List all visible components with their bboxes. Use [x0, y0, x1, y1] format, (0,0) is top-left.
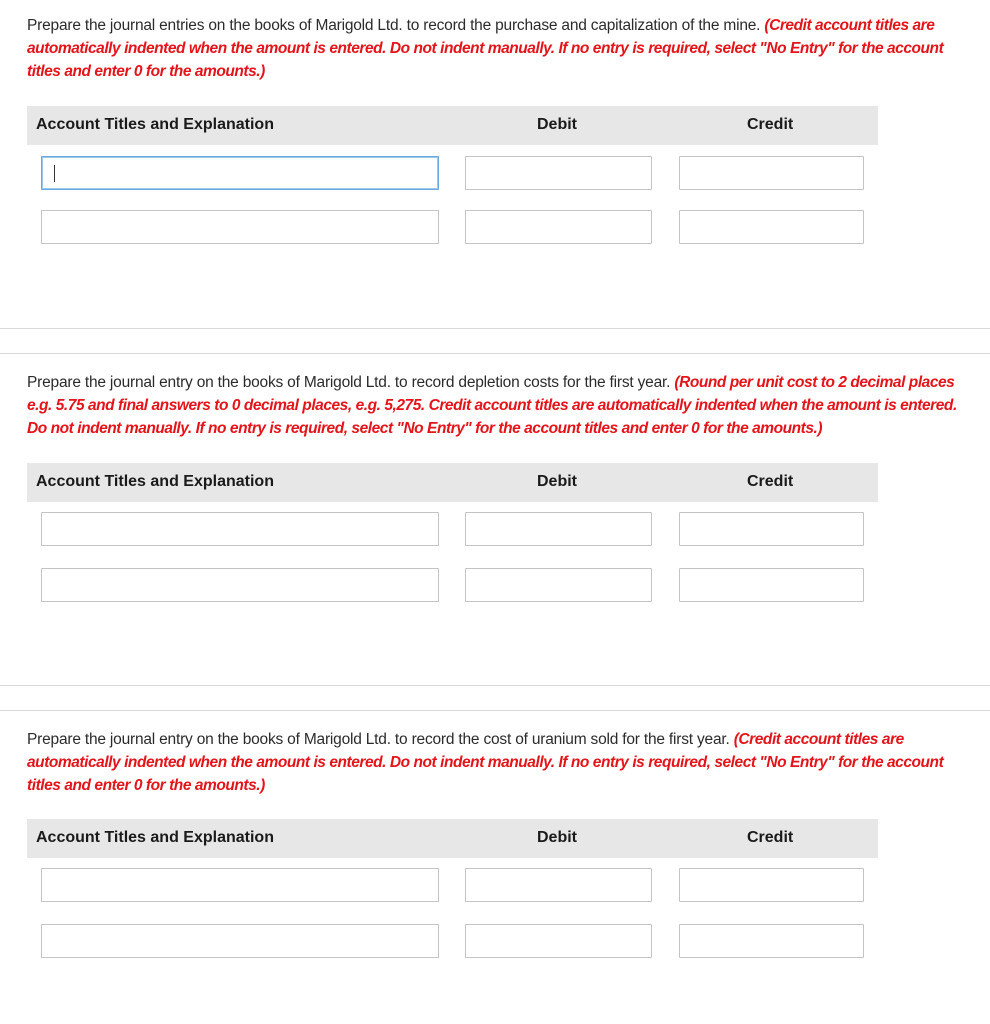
account-title-input[interactable] [41, 924, 439, 958]
company-name: Marigold Ltd. [303, 731, 391, 748]
header-account-titles: Account Titles and Explanation [36, 829, 274, 846]
instructions-text: (Credit account titles are automatically indented when the amount is entered. Do not indent manually. If no entry is required, select "No Entry" for the account titles and enter 0 for the amounts.) [27, 17, 944, 80]
table-header [27, 463, 878, 502]
header-account-titles: Account Titles and Explanation [36, 116, 274, 133]
account-title-input[interactable] [41, 568, 439, 602]
account-title-input[interactable] [41, 156, 439, 190]
instructions-text: (Credit account titles are automatically indented when the amount is entered. Do not indent manually. If no entry is required, select "No Entry" for the account titles and enter 0 for the amounts.) [27, 731, 944, 794]
credit-input[interactable] [679, 568, 864, 602]
section-divider [0, 353, 990, 354]
section-divider [0, 685, 990, 686]
credit-input[interactable] [679, 924, 864, 958]
account-title-input[interactable] [41, 868, 439, 902]
text-cursor [54, 165, 55, 182]
account-title-input[interactable] [41, 210, 439, 244]
header-debit: Debit [537, 829, 577, 846]
instructions-text: (Round per unit cost to 2 decimal places e.g. 5.75 and final answers to 0 decimal places, e.g. 5,275. Credit account titles are automatically indented when the amount is entered. Do not indent manually. If no entry is required, select "No Entry" for the account titles and enter 0 for the amounts.) [27, 374, 957, 437]
company-name: Marigold Ltd. [303, 374, 391, 391]
header-credit: Credit [747, 473, 794, 490]
debit-input[interactable] [465, 924, 652, 958]
debit-input[interactable] [465, 868, 652, 902]
header-credit: Credit [747, 116, 794, 133]
credit-input[interactable] [679, 512, 864, 546]
debit-input[interactable] [465, 512, 652, 546]
debit-input[interactable] [465, 156, 652, 190]
header-debit: Debit [537, 116, 577, 133]
debit-input[interactable] [465, 568, 652, 602]
credit-input[interactable] [679, 156, 864, 190]
table-header [27, 106, 878, 145]
account-title-input[interactable] [41, 512, 439, 546]
debit-input[interactable] [465, 210, 652, 244]
question-prompt: Prepare the journal entry on the books of Marigold Ltd. to record the cost of uranium sold for the first year. (Credit account titles are automatically indented when the amount is entered. Do not indent manually. If no entry is required, select "No Entry" for the account titles and enter 0 for the amounts.) [27, 731, 944, 794]
question-prompt: Prepare the journal entry on the books of Marigold Ltd. to record depletion costs for the first year. (Round per unit cost to 2 decimal places e.g. 5.75 and final answers to 0 decimal places, e.g. 5,275. Credit account titles are automatically indented when the amount is entered. Do not indent manually. If no entry is required, select "No Entry" for the account titles and enter 0 for the amounts.) [27, 374, 957, 437]
company-name: Marigold Ltd. [315, 17, 403, 34]
credit-input[interactable] [679, 210, 864, 244]
header-credit: Credit [747, 829, 794, 846]
section-divider [0, 710, 990, 711]
question-prompt: Prepare the journal entries on the books of Marigold Ltd. to record the purchase and capitalization of the mine. (Credit account titles are automatically indented when the amount is entered. Do not indent manually. If no entry is required, select "No Entry" for the account titles and enter 0 for the amounts.) [27, 17, 944, 80]
table-header [27, 819, 878, 858]
header-debit: Debit [537, 473, 577, 490]
section-divider [0, 328, 990, 329]
header-account-titles: Account Titles and Explanation [36, 473, 274, 490]
credit-input[interactable] [679, 868, 864, 902]
